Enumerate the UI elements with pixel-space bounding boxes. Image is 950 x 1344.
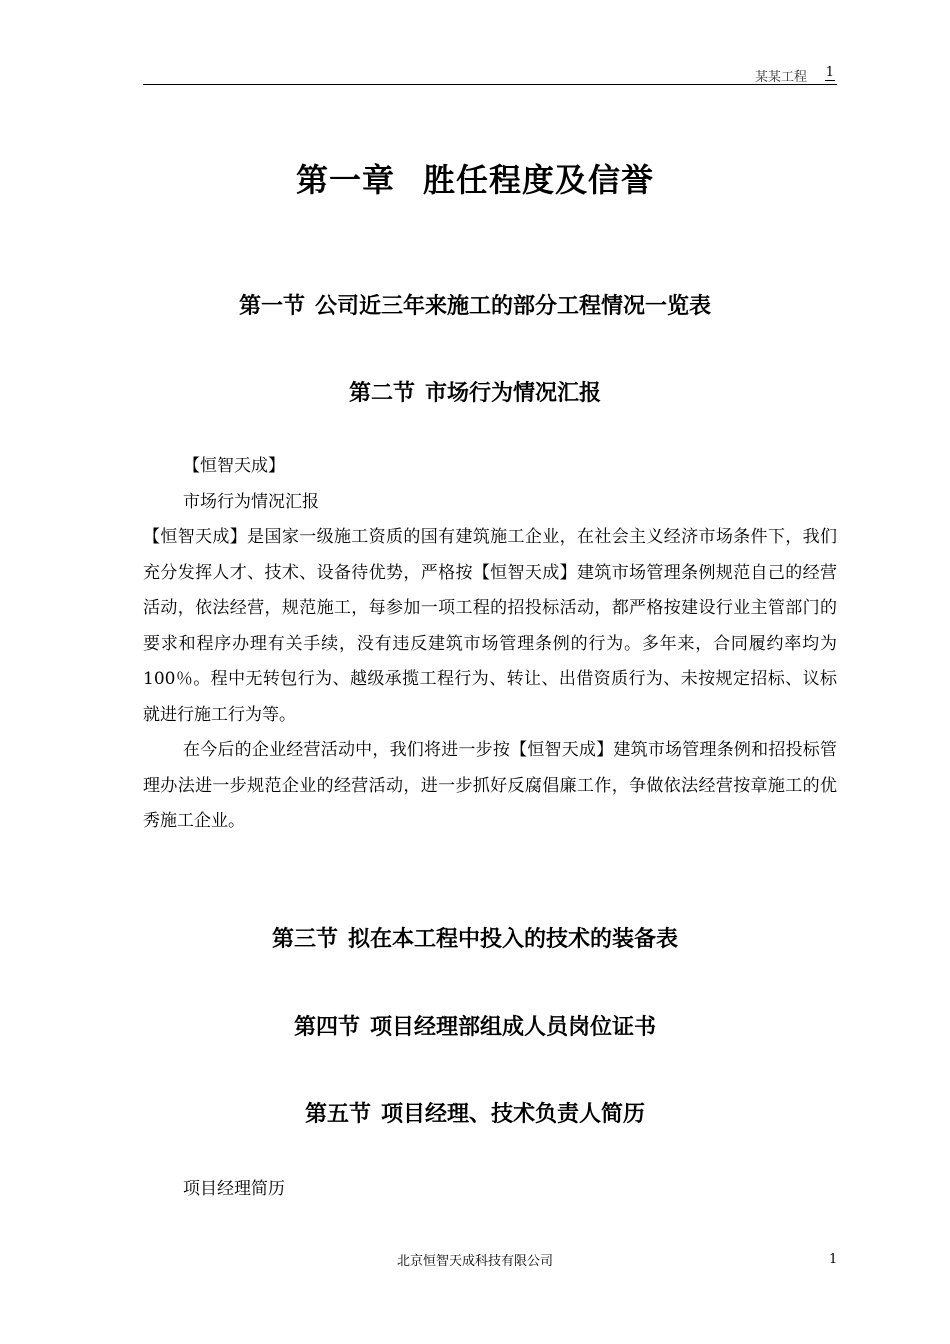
- section-title: 拟在本工程中投入的技术的装备表: [348, 927, 679, 952]
- section-title: 市场行为情况汇报: [425, 381, 602, 406]
- section-heading-4: [0, 1010, 950, 1041]
- footer-company: 北京恒智天成科技有限公司: [396, 1254, 553, 1269]
- section-title: 项目经理、技术负责人简历: [381, 1102, 646, 1127]
- footer-page-number: 1: [829, 1252, 838, 1267]
- section-number: 第一节: [238, 294, 305, 319]
- section-title: 项目经理部组成人员岗位证书: [370, 1015, 657, 1040]
- section-heading-3: [0, 922, 950, 953]
- chapter-title: [0, 155, 950, 201]
- section-number: 第二节: [348, 381, 415, 406]
- header-project-name: 某某工程: [754, 70, 807, 85]
- section-heading-2: [0, 376, 950, 407]
- section-heading-1: [0, 289, 950, 320]
- page-header: [143, 62, 837, 85]
- section-heading-5: [0, 1097, 950, 1128]
- chapter-title-text: 胜任程度及信誉: [423, 161, 655, 199]
- body-line-company: 【恒智天成】: [183, 456, 285, 476]
- body-line-report-title: 市场行为情况汇报: [183, 492, 319, 512]
- header-page-number: 1: [825, 65, 834, 80]
- section-number: 第四节: [293, 1015, 360, 1040]
- section-number: 第五节: [304, 1102, 371, 1127]
- section-number: 第三节: [271, 927, 338, 952]
- body-line-resume: 项目经理简历: [183, 1179, 285, 1199]
- body-paragraph-2: 在今后的企业经营活动中，我们将进一步按【恒智天成】建筑市场管理条例和招投标管理办法进一步规范企业的经营活动，进一步抓好反腐倡廉工作，争做依法经营按章施工的优秀施工企业。: [143, 740, 837, 831]
- chapter-number: 第一章: [295, 161, 395, 199]
- body-paragraph-1: 【恒智天成】是国家一级施工资质的国有建筑施工企业，在社会主义经济市场条件下，我们充分发挥人才、技术、设备待优势，严格按【恒智天成】建筑市场管理条例规范自己的经营活动，依法经营，规范施工，每参加一项工程的招投标活动，都严格按建设行业主管部门的要求和程序办理有关手续，没有违反建筑市场管理条例的行为。多年来，合同履约率均为100％。程中无转包行为、越级承揽工程行为、转让、出借资质行为、未按规定招标、议标就进行施工行为等。: [143, 527, 837, 725]
- section-title: 公司近三年来施工的部分工程情况一览表: [315, 294, 712, 319]
